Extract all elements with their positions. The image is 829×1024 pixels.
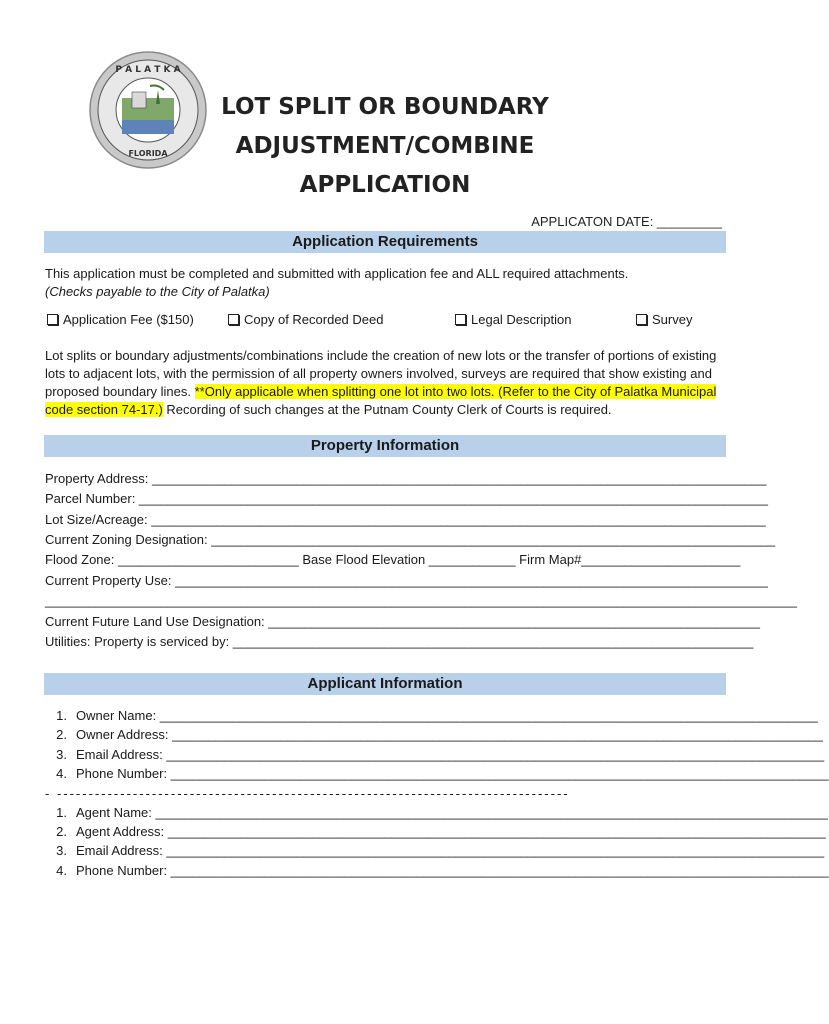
checkbox-label: Survey	[652, 312, 693, 327]
lot-size-field[interactable]: Lot Size/Acreage: _____________________________________________________________________________________	[45, 512, 766, 527]
utilities-field[interactable]: Utilities: Property is serviced by: ________________________________________________________________________	[45, 634, 754, 649]
list-number: 4.	[56, 863, 67, 878]
field-text: Agent Address: ___________________________________________________________________________________________	[76, 824, 826, 839]
title-line-3: APPLICATION	[299, 172, 471, 198]
list-number: 1.	[56, 805, 67, 820]
requirements-intro: This application must be completed and submitted with application fee and ALL required attachments.	[45, 266, 629, 281]
svg-text:FLORIDA: FLORIDA	[128, 149, 168, 158]
field-text: Agent Name: _____________________________________________________________________________________________	[76, 805, 828, 820]
checkbox-label: Legal Description	[471, 312, 572, 327]
field-text: Owner Name: ___________________________________________________________________________________________	[76, 708, 818, 723]
agent-phone-field[interactable]	[45, 861, 829, 881]
document-title	[190, 88, 580, 205]
owner-address-field[interactable]	[45, 725, 823, 745]
checkbox-icon[interactable]	[228, 314, 239, 325]
list-number: 1.	[56, 708, 67, 723]
list-number: 3.	[56, 747, 67, 762]
owner-email-field[interactable]	[45, 745, 825, 765]
checkbox-recorded-deed[interactable]	[228, 312, 383, 327]
property-use-continuation-field[interactable]: ________________________________________________________________________________________________________	[45, 593, 797, 608]
checks-note: (Checks payable to the City of Palatka)	[45, 284, 270, 299]
checkbox-application-fee[interactable]	[47, 312, 194, 327]
svg-text:P A L A T K A: P A L A T K A	[115, 65, 181, 75]
field-text: Email Address: ___________________________________________________________________________________________	[76, 747, 825, 762]
application-date-field[interactable]: APPLICATON DATE: _________	[531, 214, 722, 229]
owner-phone-field[interactable]	[45, 764, 829, 784]
checkbox-icon[interactable]	[636, 314, 647, 325]
property-information-heading: Property Information	[44, 435, 726, 457]
future-land-use-field[interactable]: Current Future Land Use Designation: ____________________________________________________________________	[45, 614, 760, 629]
checkbox-survey[interactable]	[636, 312, 692, 327]
field-text: Email Address: ___________________________________________________________________________________________	[76, 843, 825, 858]
title-line-2: ADJUSTMENT/COMBINE	[235, 133, 535, 159]
highlighted-note: **Only applicable when splitting one lot into two lots. (Refer to the City of Palatka Municipal code section 74-17.)	[45, 384, 717, 417]
paragraph-text-end: Recording of such changes at the Putnam County Clerk of Courts is required.	[166, 402, 612, 417]
flood-zone-field[interactable]: Flood Zone: _________________________ Base Flood Elevation ____________ Firm Map#______________________	[45, 552, 741, 567]
applicant-information-heading: Applicant Information	[44, 673, 726, 695]
list-number: 3.	[56, 843, 67, 858]
checkbox-label: Application Fee ($150)	[63, 312, 194, 327]
field-text: Phone Number: ___________________________________________________________________________________________	[76, 766, 829, 781]
owner-name-field[interactable]	[45, 706, 818, 726]
checkbox-label: Copy of Recorded Deed	[244, 312, 384, 327]
property-address-field[interactable]: Property Address: _____________________________________________________________________________________	[45, 471, 767, 486]
agent-email-field[interactable]	[45, 841, 825, 861]
agent-name-field[interactable]	[45, 803, 828, 823]
current-property-use-field[interactable]: Current Property Use: __________________________________________________________________________________	[45, 573, 768, 588]
list-number: 2.	[56, 727, 67, 742]
list-number: 2.	[56, 824, 67, 839]
field-text: Phone Number: ___________________________________________________________________________________________	[76, 863, 829, 878]
agent-address-field[interactable]	[45, 822, 826, 842]
checkbox-icon[interactable]	[455, 314, 466, 325]
title-line-1: LOT SPLIT OR BOUNDARY	[221, 94, 549, 120]
list-number: 4.	[56, 766, 67, 781]
application-requirements-heading: Application Requirements	[44, 231, 726, 253]
checkbox-icon[interactable]	[47, 314, 58, 325]
parcel-number-field[interactable]: Parcel Number: _______________________________________________________________________________________	[45, 491, 768, 506]
field-text: Owner Address: __________________________________________________________________________________________	[76, 727, 823, 742]
section-separator: - ---------------------------------------------------------------------------------	[45, 786, 570, 801]
paragraph-text: Lot splits or boundary adjustments/combinations include the creation of new lots or the transfer of portions of existing lots to adjacent lots, with the permission of all property owners involved, surveys are required that show existing and proposed boundary lines.	[45, 348, 717, 399]
checkbox-legal-description[interactable]	[455, 312, 571, 327]
zoning-designation-field[interactable]: Current Zoning Designation: ______________________________________________________________________________	[45, 532, 776, 547]
requirements-paragraph	[45, 347, 727, 419]
